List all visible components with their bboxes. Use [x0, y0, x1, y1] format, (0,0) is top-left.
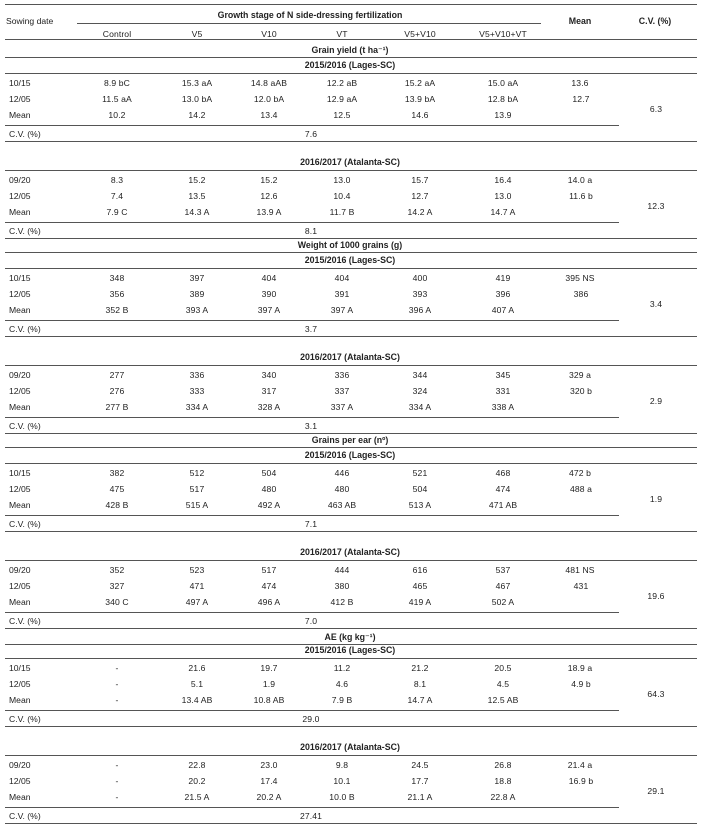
- table-cell: 352: [109, 565, 125, 575]
- table-cell: 20.5: [494, 663, 512, 673]
- table-cell: 10.4: [333, 191, 351, 201]
- table-cell: 15.2: [188, 175, 206, 185]
- table-cell: 14.7 A: [407, 695, 433, 705]
- row-label: 12/05: [9, 386, 31, 396]
- row-label: 10/15: [9, 78, 31, 88]
- table-cell: 22.8 A: [490, 792, 516, 802]
- table-cell: 277: [109, 370, 125, 380]
- table-cell: 344: [412, 370, 428, 380]
- cv-right-value: 6.3: [649, 104, 663, 114]
- cv-header: C.V. (%): [638, 16, 672, 26]
- table-cell: 17.4: [260, 776, 278, 786]
- table-cell: 334 A: [185, 402, 209, 412]
- growth-stage-header: Growth stage of N side-dressing fertilization: [217, 10, 403, 20]
- table-cell: 428 B: [105, 500, 129, 510]
- row-mean: 14.0 a: [567, 175, 593, 185]
- section-title: AE (kg kg⁻¹): [324, 632, 376, 642]
- table-cell: 471: [189, 581, 205, 591]
- block-subtitle-rule: [5, 755, 697, 756]
- table-cell: 492 A: [257, 500, 281, 510]
- cv-top-rule: [5, 417, 619, 418]
- table-cell: 20.2 A: [256, 792, 282, 802]
- row-label: 12/05: [9, 191, 31, 201]
- table-cell: 13.9 bA: [404, 94, 436, 104]
- row-label: Mean: [9, 597, 31, 607]
- table-cell: 504: [261, 468, 277, 478]
- table-cell: 14.2: [188, 110, 206, 120]
- section-title-rule: [5, 57, 697, 58]
- cv-value: 3.1: [304, 421, 318, 431]
- column-header-0: Control: [102, 29, 132, 39]
- block-subtitle: 2015/2016 (Lages-SC): [304, 255, 396, 265]
- table-cell: 8.1: [413, 679, 427, 689]
- row-label: 12/05: [9, 776, 31, 786]
- cv-right-value: 29.1: [647, 786, 665, 796]
- table-cell: 404: [261, 273, 277, 283]
- table-cell: 317: [261, 386, 277, 396]
- row-label: 12/05: [9, 289, 31, 299]
- table-cell: 11.7 B: [329, 207, 355, 217]
- row-mean: 11.6 b: [569, 191, 593, 201]
- table-cell: 12.0 bA: [253, 94, 285, 104]
- table-cell: 397 A: [257, 305, 281, 315]
- cv-top-rule: [5, 807, 619, 808]
- column-header-3: VT: [336, 29, 348, 39]
- row-label: 09/20: [9, 760, 31, 770]
- cv-label: C.V. (%): [9, 519, 41, 529]
- table-cell: 504: [412, 484, 428, 494]
- table-cell: 21.2: [411, 663, 429, 673]
- table-cell: 12.5 AB: [487, 695, 519, 705]
- cv-value: 27.41: [299, 811, 323, 821]
- section-title: Weight of 1000 grains (g): [297, 240, 403, 250]
- table-cell: 7.9 C: [106, 207, 128, 217]
- table-cell: 352 B: [105, 305, 129, 315]
- table-cell: 13.4 AB: [181, 695, 213, 705]
- table-cell: 537: [495, 565, 511, 575]
- cv-value: 3.7: [304, 324, 318, 334]
- table-cell: -: [115, 663, 119, 673]
- cv-value: 7.6: [304, 129, 318, 139]
- table-cell: 502 A: [491, 597, 515, 607]
- table-cell: 345: [495, 370, 511, 380]
- table-cell: 496 A: [257, 597, 281, 607]
- group-header-rule: [77, 23, 541, 24]
- table-cell: 338 A: [491, 402, 515, 412]
- row-label: Mean: [9, 207, 31, 217]
- table-cell: 12.7: [411, 191, 429, 201]
- table-cell: 21.1 A: [407, 792, 433, 802]
- cv-right-value: 2.9: [649, 396, 663, 406]
- table-cell: 513 A: [408, 500, 432, 510]
- row-mean: 12.7: [572, 94, 590, 104]
- table-cell: 390: [261, 289, 277, 299]
- table-cell: 15.3 aA: [181, 78, 213, 88]
- block-subtitle: 2015/2016 (Lages-SC): [304, 645, 396, 655]
- cv-right-value: 1.9: [649, 494, 663, 504]
- row-mean: 21.4 a: [567, 760, 593, 770]
- row-label: 12/05: [9, 581, 31, 591]
- table-cell: 13.0: [333, 175, 351, 185]
- table-cell: 14.8 aAB: [250, 78, 288, 88]
- table-cell: -: [115, 776, 119, 786]
- table-cell: 26.8: [494, 760, 512, 770]
- block-bottom-rule: [5, 433, 697, 434]
- table-cell: 463 AB: [327, 500, 357, 510]
- block-subtitle: 2016/2017 (Atalanta-SC): [300, 157, 400, 167]
- top-rule: [5, 4, 697, 5]
- block-subtitle-rule: [5, 463, 697, 464]
- table-cell: 382: [109, 468, 125, 478]
- table-cell: 13.4: [260, 110, 278, 120]
- table-cell: 391: [334, 289, 350, 299]
- column-header-5: V5+V10+VT: [479, 29, 527, 39]
- row-mean: 472 b: [568, 468, 592, 478]
- table-cell: 465: [412, 581, 428, 591]
- table-cell: 13.9 A: [256, 207, 282, 217]
- block-bottom-rule: [5, 238, 697, 239]
- section-title-rule: [5, 252, 697, 253]
- sowing-date-header: Sowing date: [6, 16, 54, 26]
- column-header-1: V5: [191, 29, 203, 39]
- block-bottom-rule: [5, 336, 697, 337]
- table-cell: 444: [334, 565, 350, 575]
- table-cell: 13.9: [494, 110, 512, 120]
- table-cell: 419 A: [408, 597, 432, 607]
- table-cell: 7.4: [110, 191, 124, 201]
- table-cell: 337 A: [330, 402, 354, 412]
- block-subtitle: 2016/2017 (Atalanta-SC): [300, 742, 400, 752]
- table-cell: 21.6: [188, 663, 206, 673]
- table-cell: 277 B: [105, 402, 129, 412]
- table-cell: 14.3 A: [184, 207, 210, 217]
- section-title: Grain yield (t ha⁻¹): [311, 45, 389, 55]
- table-cell: 517: [189, 484, 205, 494]
- table-cell: 515 A: [185, 500, 209, 510]
- row-mean: 18.9 a: [567, 663, 593, 673]
- cv-label: C.V. (%): [9, 421, 41, 431]
- table-cell: 12.9 aA: [326, 94, 358, 104]
- table-cell: 7.9 B: [331, 695, 353, 705]
- row-label: 10/15: [9, 663, 31, 673]
- row-label: Mean: [9, 402, 31, 412]
- row-label: 10/15: [9, 468, 31, 478]
- table-cell: 348: [109, 273, 125, 283]
- table-cell: 17.7: [411, 776, 429, 786]
- table-cell: 393 A: [185, 305, 209, 315]
- table-cell: 334 A: [408, 402, 432, 412]
- table-cell: 480: [261, 484, 277, 494]
- table-cell: -: [115, 792, 119, 802]
- column-header-4: V5+V10: [404, 29, 436, 39]
- table-cell: 4.6: [335, 679, 349, 689]
- table-cell: 446: [334, 468, 350, 478]
- table-cell: 15.7: [411, 175, 429, 185]
- row-label: Mean: [9, 695, 31, 705]
- block-subtitle: 2016/2017 (Atalanta-SC): [300, 547, 400, 557]
- row-label: 10/15: [9, 273, 31, 283]
- row-mean: 4.9 b: [571, 679, 591, 689]
- table-cell: 407 A: [491, 305, 515, 315]
- row-label: Mean: [9, 500, 31, 510]
- row-label: 12/05: [9, 679, 31, 689]
- cv-label: C.V. (%): [9, 324, 41, 334]
- table-cell: 397: [189, 273, 205, 283]
- table-cell: 13.5: [188, 191, 206, 201]
- row-mean: 320 b: [569, 386, 593, 396]
- table-cell: 474: [495, 484, 511, 494]
- cv-right-value: 12.3: [647, 201, 665, 211]
- table-cell: 336: [189, 370, 205, 380]
- cv-top-rule: [5, 710, 619, 711]
- block-subtitle-rule: [5, 268, 697, 269]
- table-cell: 19.7: [260, 663, 278, 673]
- cv-value: 8.1: [304, 226, 318, 236]
- block-bottom-rule: [5, 141, 697, 142]
- table-cell: 340 C: [105, 597, 129, 607]
- cv-top-rule: [5, 515, 619, 516]
- row-label: 09/20: [9, 175, 31, 185]
- cv-value: 29.0: [302, 714, 320, 724]
- table-cell: 523: [189, 565, 205, 575]
- table-cell: -: [115, 679, 119, 689]
- header-bottom-rule: [5, 39, 697, 40]
- mean-header: Mean: [568, 16, 592, 26]
- table-cell: 5.1: [190, 679, 204, 689]
- table-cell: -: [115, 695, 119, 705]
- table-cell: 328 A: [257, 402, 281, 412]
- table-cell: 18.8: [494, 776, 512, 786]
- row-mean: 329 a: [568, 370, 592, 380]
- table-cell: 616: [412, 565, 428, 575]
- cv-top-rule: [5, 222, 619, 223]
- row-mean: 488 a: [569, 484, 593, 494]
- table-cell: 393: [412, 289, 428, 299]
- table-cell: 468: [495, 468, 511, 478]
- section-title-rule: [5, 447, 697, 448]
- cv-top-rule: [5, 612, 619, 613]
- row-mean: 13.6: [571, 78, 589, 88]
- table-cell: 396: [495, 289, 511, 299]
- table-cell: 419: [495, 273, 511, 283]
- table-cell: 467: [495, 581, 511, 591]
- block-bottom-rule: [5, 726, 697, 727]
- table-cell: 1.9: [262, 679, 276, 689]
- table-cell: 15.2: [260, 175, 278, 185]
- table-cell: 356: [109, 289, 125, 299]
- table-cell: -: [115, 760, 119, 770]
- block-subtitle-rule: [5, 170, 697, 171]
- row-mean: 431: [573, 581, 589, 591]
- row-label: 09/20: [9, 370, 31, 380]
- cv-right-value: 64.3: [647, 689, 665, 699]
- block-subtitle: 2015/2016 (Lages-SC): [304, 60, 396, 70]
- cv-top-rule: [5, 320, 619, 321]
- row-mean: 16.9 b: [568, 776, 594, 786]
- table-cell: 23.0: [260, 760, 278, 770]
- table-cell: 11.2: [333, 663, 351, 673]
- table-cell: 4.5: [496, 679, 510, 689]
- table-cell: 14.2 A: [407, 207, 433, 217]
- table-cell: 21.5 A: [184, 792, 210, 802]
- block-subtitle-rule: [5, 365, 697, 366]
- table-cell: 12.8 bA: [487, 94, 519, 104]
- table-cell: 404: [334, 273, 350, 283]
- table-cell: 12.5: [333, 110, 351, 120]
- table-cell: 340: [261, 370, 277, 380]
- cv-right-value: 3.4: [649, 299, 663, 309]
- row-mean: 481 NS: [565, 565, 595, 575]
- row-label: 12/05: [9, 94, 31, 104]
- block-bottom-rule: [5, 531, 697, 532]
- table-cell: 10.2: [108, 110, 126, 120]
- table-cell: 20.2: [188, 776, 206, 786]
- table-cell: 396 A: [408, 305, 432, 315]
- table-cell: 512: [189, 468, 205, 478]
- table-cell: 412 B: [330, 597, 354, 607]
- cv-value: 7.0: [304, 616, 318, 626]
- cv-right-value: 19.6: [647, 591, 665, 601]
- table-cell: 480: [334, 484, 350, 494]
- block-subtitle-rule: [5, 73, 697, 74]
- block-subtitle: 2016/2017 (Atalanta-SC): [300, 352, 400, 362]
- cv-label: C.V. (%): [9, 226, 41, 236]
- cv-label: C.V. (%): [9, 714, 41, 724]
- table-cell: 16.4: [494, 175, 512, 185]
- block-subtitle-rule: [5, 658, 697, 659]
- table-cell: 11.5 aA: [102, 94, 132, 104]
- table-cell: 8.3: [110, 175, 124, 185]
- table-cell: 24.5: [411, 760, 429, 770]
- table-cell: 15.0 aA: [487, 78, 519, 88]
- column-header-2: V10: [261, 29, 277, 39]
- table-cell: 13.0 bA: [181, 94, 213, 104]
- row-label: 09/20: [9, 565, 31, 575]
- table-cell: 12.2 aB: [326, 78, 358, 88]
- table-cell: 331: [495, 386, 511, 396]
- table-cell: 324: [412, 386, 428, 396]
- table-cell: 10.1: [333, 776, 351, 786]
- table-cell: 389: [189, 289, 205, 299]
- table-cell: 397 A: [330, 305, 354, 315]
- table-cell: 22.8: [188, 760, 206, 770]
- block-subtitle-rule: [5, 560, 697, 561]
- block-subtitle: 2015/2016 (Lages-SC): [304, 450, 396, 460]
- table-cell: 276: [109, 386, 125, 396]
- table-cell: 336: [334, 370, 350, 380]
- table-cell: 9.8: [335, 760, 349, 770]
- table-cell: 10.8 AB: [253, 695, 285, 705]
- row-label: 12/05: [9, 484, 31, 494]
- block-bottom-rule: [5, 628, 697, 629]
- table-cell: 12.6: [260, 191, 278, 201]
- table-cell: 474: [261, 581, 277, 591]
- table-cell: 14.6: [411, 110, 429, 120]
- table-cell: 337: [334, 386, 350, 396]
- row-label: Mean: [9, 110, 31, 120]
- table-cell: 15.2 aA: [404, 78, 436, 88]
- row-mean: 395 NS: [565, 273, 595, 283]
- table-cell: 327: [109, 581, 125, 591]
- table-cell: 497 A: [185, 597, 209, 607]
- row-label: Mean: [9, 792, 31, 802]
- table-cell: 475: [109, 484, 125, 494]
- cv-label: C.V. (%): [9, 129, 41, 139]
- cv-top-rule: [5, 125, 619, 126]
- row-mean: 386: [573, 289, 589, 299]
- row-label: Mean: [9, 305, 31, 315]
- table-cell: 471 AB: [488, 500, 518, 510]
- table-cell: 517: [261, 565, 277, 575]
- table-cell: 400: [412, 273, 428, 283]
- table-cell: 8.9 bC: [104, 78, 130, 88]
- table-cell: 333: [189, 386, 205, 396]
- table-cell: 380: [334, 581, 350, 591]
- cv-label: C.V. (%): [9, 616, 41, 626]
- cv-label: C.V. (%): [9, 811, 41, 821]
- table-cell: 10.0 B: [329, 792, 355, 802]
- section-title: Grains per ear (nº): [311, 435, 389, 445]
- table-cell: 14.7 A: [490, 207, 516, 217]
- table-cell: 13.0: [494, 191, 512, 201]
- cv-value: 7.1: [304, 519, 318, 529]
- table-cell: 521: [412, 468, 428, 478]
